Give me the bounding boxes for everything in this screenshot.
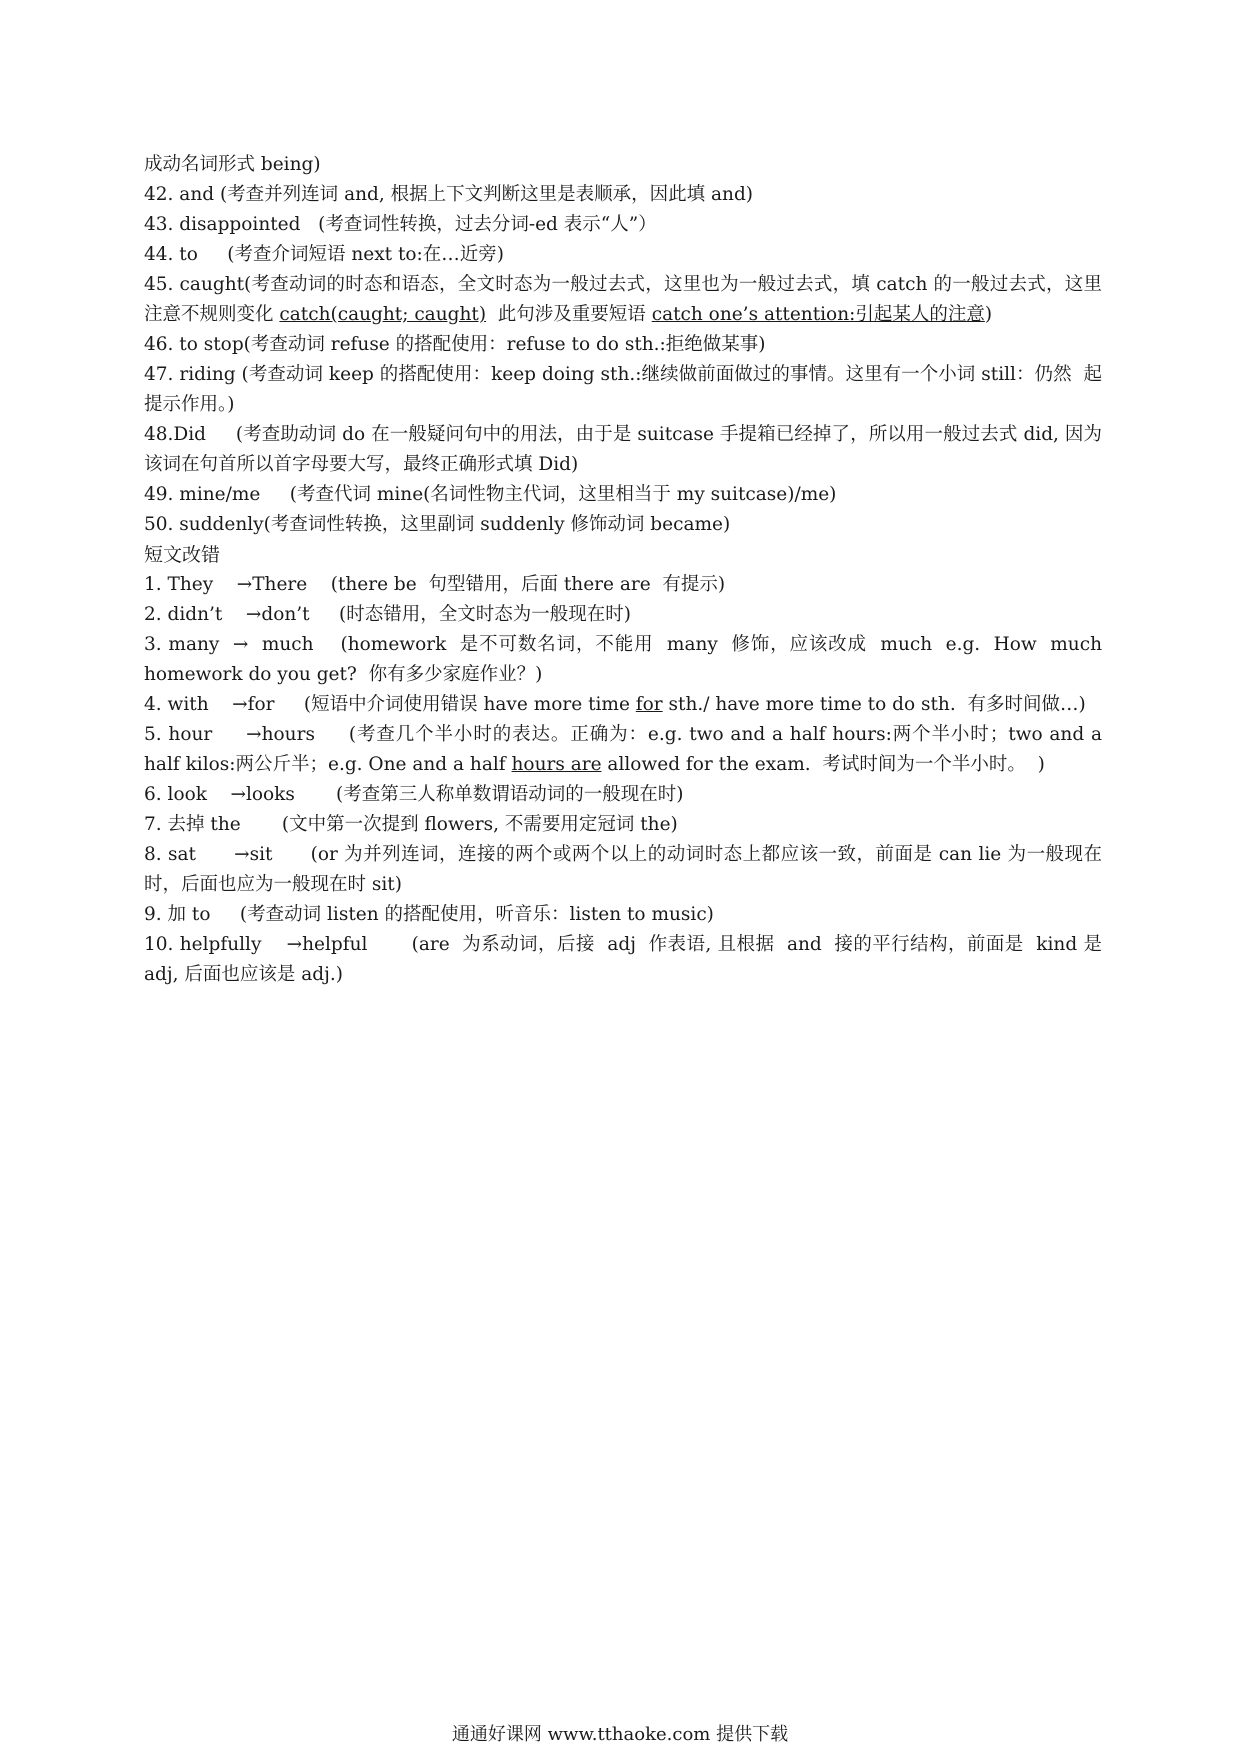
answer-item: 43. disappointed (考查词性转换，过去分词-ed 表示“人”） (144, 214, 657, 235)
answer-item: 46. to stop(考查动词 refuse 的搭配使用：refuse to do sth.:拒绝做某事) (144, 334, 766, 355)
text-segment: allowed for the exam. 考试时间为一个半小时。 ) (601, 754, 1045, 775)
text-segment: 5. hour →hours (考查几个半小时的表达。正确为：e.g. two and a half hours:两个半小时；two and a half kilos:两公斤半；e.g. One and a half (144, 724, 1108, 775)
underlined-phrase: hours are (511, 754, 602, 775)
underlined-phrase: catch one’s attention:引起某人的注意 (651, 304, 985, 325)
correction-item (144, 720, 1108, 780)
underlined-phrase: catch(caught; caught) (279, 304, 487, 325)
text-segment: sth./ have more time to do sth. 有多时间做…) (662, 694, 1086, 715)
correction-item: 10. helpfully →helpful (are 为系动词，后接 adj 作表语, 且根据 and 接的平行结构，前面是 kind 是 adj, 后面也应该是 adj.) (144, 934, 1108, 985)
underlined-phrase: for (635, 694, 663, 715)
correction-item: 3. many → much (homework 是不可数名词，不能用 many 修饰，应该改成 much e.g. How much homework do you get? 你有多少家庭作业？) (144, 634, 1108, 685)
answer-item (144, 270, 1102, 330)
answer-explanations-list (144, 150, 1102, 540)
document-body (144, 150, 1108, 990)
text-segment: 4. with →for (短语中介词使用错误 have more time (144, 694, 636, 715)
answer-item: 成动名词形式 being) (144, 154, 321, 175)
text-segment: 45. caught(考查动词的时态和语态，全文时态为一般过去式，这里也为一般过去式，填 catch 的一般过去式，这里注意不规则变化 (144, 274, 1102, 325)
answer-item: 42. and (考查并列连词 and, 根据上下文判断这里是表顺承，因此填 and) (144, 184, 754, 205)
correction-item: 9. 加 to (考查动词 listen 的搭配使用，听音乐：listen to music) (144, 904, 714, 925)
correction-item: 1. They →There (there be 句型错用，后面 there are 有提示) (144, 574, 726, 595)
answer-item: 47. riding (考查动词 keep 的搭配使用：keep doing sth.:继续做前面做过的事情。这里有一个小词 still：仍然 起提示作用。) (144, 364, 1102, 415)
answer-item: 49. mine/me (考查代词 mine(名词性物主代词，这里相当于 my suitcase)/me) (144, 484, 837, 505)
correction-item (144, 690, 1102, 720)
section-title-error-correction: 短文改错 (144, 544, 221, 566)
error-correction-list (144, 570, 1108, 990)
correction-item: 8. sat →sit (or 为并列连词，连接的两个或两个以上的动词时态上都应该一致，前面是 can lie 为一般现在时，后面也应为一般现在时 sit) (144, 844, 1102, 895)
correction-item: 7. 去掉 the (文中第一次提到 flowers, 不需要用定冠词 the) (144, 814, 678, 835)
page-footer: 通通好课网 www.tthaoke.com 提供下载 (451, 1724, 789, 1745)
answer-item: 48.Did (考查助动词 do 在一般疑问句中的用法，由于是 suitcase 手提箱已经掉了，所以用一般过去式 did, 因为该词在句首所以首字母要大写，最终正确形式填 Did) (144, 424, 1102, 475)
text-segment: 此句涉及重要短语 (486, 304, 652, 325)
answer-item: 50. suddenly(考查词性转换，这里副词 suddenly 修饰动词 became) (144, 514, 731, 535)
answer-item: 44. to (考查介词短语 next to:在…近旁) (144, 244, 505, 265)
correction-item: 6. look →looks (考查第三人称单数谓语动词的一般现在时) (144, 784, 684, 805)
text-segment: ) (984, 304, 993, 325)
correction-item: 2. didn’t →don’t (时态错用，全文时态为一般现在时) (144, 604, 631, 625)
